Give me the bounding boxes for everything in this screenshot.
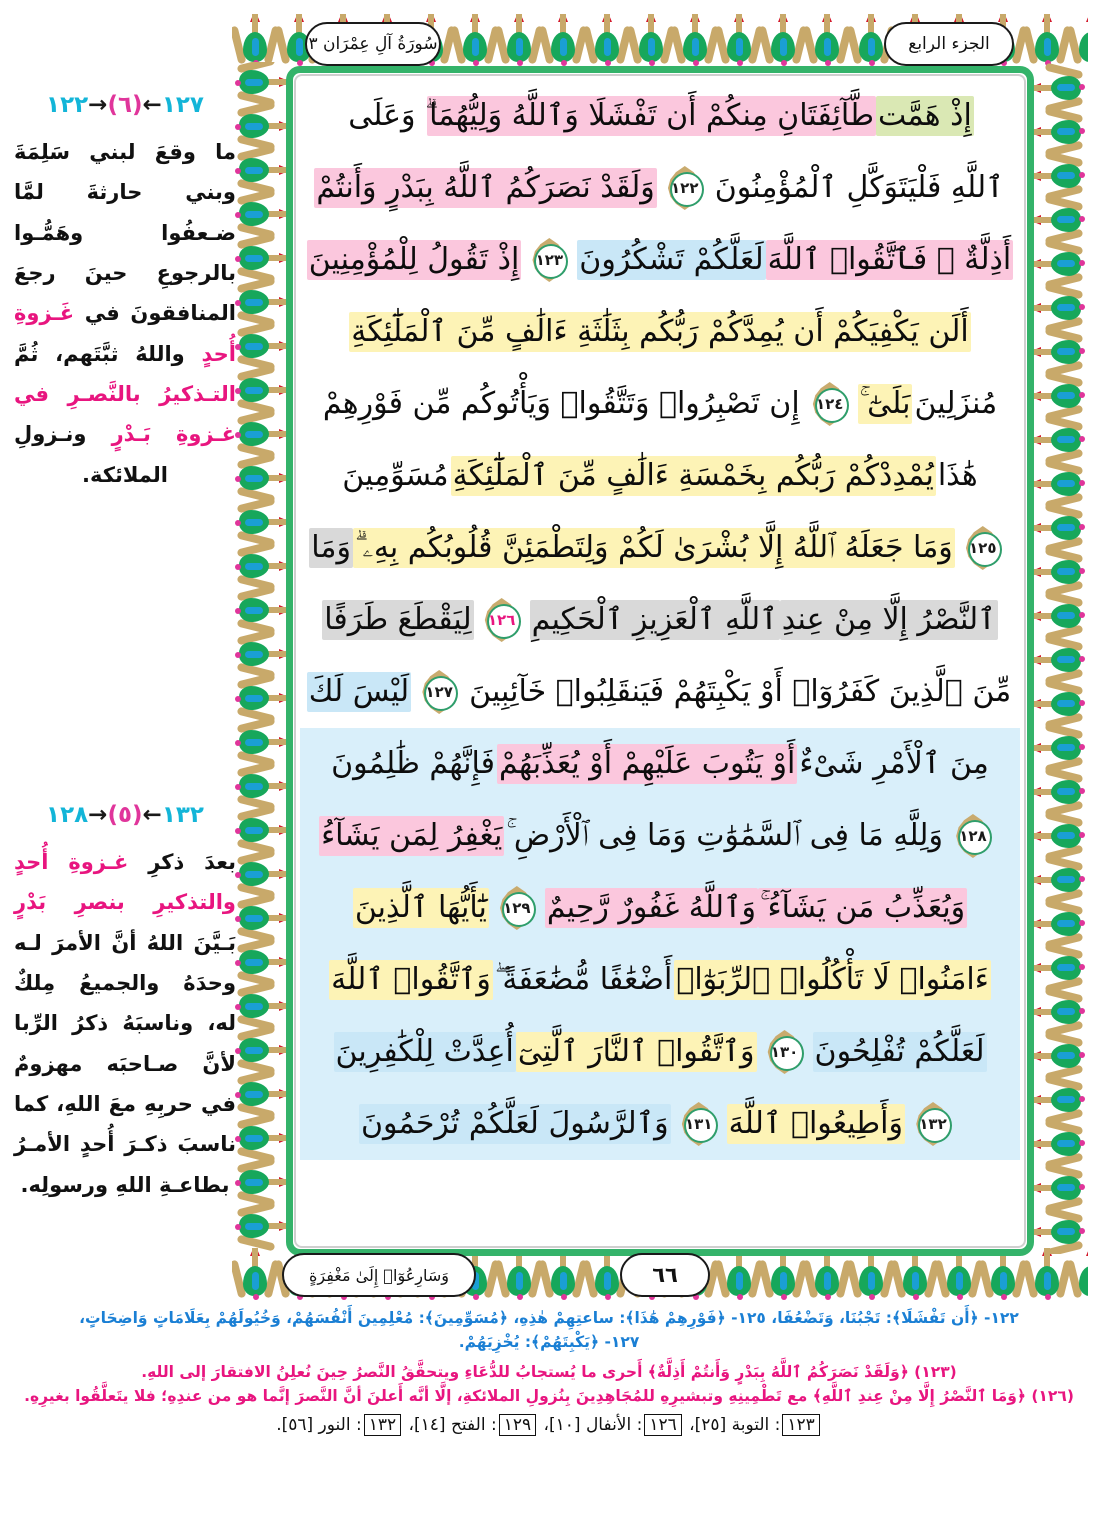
sidebar-plain-2b: بَـيَّنَ اللهُ أنَّ الأمرَ لـه وحدَهُ والجميعُ مِلكٌ له، وناسبَهُ ذكرُ الرِّبا لأنَّ صـاحبَه مهزومٌ في حربِهِ معَ اللهِ، كما ناسبَ ذكـرَ أُحدٍ الأمـرُ بطاعـةِ اللهِ ورسولِه. (14, 930, 236, 1197)
reference-target-text: : الفتح [١٤]، (403, 1415, 497, 1436)
quran-text-segment: لَيْسَ لَكَ (307, 672, 411, 712)
quran-text-segment: وَٱتَّقُوا۟ ٱللَّهَ (329, 960, 493, 1000)
quran-text-segment: وَيُعَذِّبُ مَن يَشَآءُ ۚ (758, 888, 967, 928)
sidebar-plain-1c: ونـزولِ الملائكة. (14, 422, 168, 487)
quran-text-segment: يَغْفِرُ لِمَن يَشَآءُ (319, 816, 504, 856)
border-motif (804, 18, 850, 70)
border-motif (496, 1252, 542, 1302)
quran-text-segment: أَذِلَّةٌ ۖ فَٱتَّقُوا۟ ٱللَّهَ (766, 240, 1014, 280)
verse-number-text: ١٢٤ (815, 394, 844, 413)
sidebar-highlight-1a: غَـزوةِ أُحدٍ (14, 301, 236, 366)
reference-target-text: : الأنفال [١٠]، (538, 1415, 643, 1436)
quran-text-segment: بَلَىٰٓ ۚ (858, 384, 913, 424)
quran-text-segment: لَعَلَّكُمْ تُفْلِحُونَ (813, 1032, 987, 1072)
verse-number-text: ١٢٩ (503, 898, 531, 917)
quran-text-segment: يَٰٓأَيُّهَا ٱلَّذِينَ (353, 888, 489, 928)
verse-number-text: ١٢٥ (969, 538, 997, 557)
quran-text-segment: أَضْعَٰفًا مُّضَٰعَفَةً ۖ (494, 962, 673, 997)
quran-text-segment: ءَامَنُوا۟ لَا تَأْكُلُوا۟ ٱلرِّبَوٰٓا۟ (674, 960, 991, 1000)
quran-text-segment: وَمَا جَعَلَهُ ٱللَّهُ إِلَّا بُشْرَىٰ لَكُمْ وَلِتَطْمَئِنَّ قُلُوبُكُم بِهِۦ ۗ (353, 528, 955, 568)
verse-number-marker (949, 813, 997, 859)
quran-text-block (300, 80, 1020, 1242)
border-motif (760, 1252, 806, 1302)
quran-line (300, 872, 1020, 944)
quran-text-segment: أَوْ يَتُوبَ عَلَيْهِمْ أَوْ يُعَذِّبَهُمْ (497, 744, 797, 784)
border-motif (1037, 1203, 1083, 1254)
range-count-2: (٥) (107, 802, 143, 828)
verse-number-marker (478, 597, 526, 643)
verse-number-text: ١٢٦ (487, 610, 516, 629)
border-band-left (232, 62, 288, 1254)
range-end-2: ١٣٢ (161, 802, 204, 828)
verse-number-text: ١٢٧ (425, 682, 453, 701)
quran-text-segment: لَعَلَّكُمْ تَشْكُرُونَ (577, 240, 765, 280)
border-motif (628, 18, 674, 70)
border-motif (452, 18, 498, 70)
sidebar-text-1 (14, 132, 236, 495)
quran-line (300, 800, 1020, 872)
quran-text-segment: فَإِنَّهُمْ ظَٰلِمُونَ (331, 746, 495, 781)
verse-number-text: ١٣٠ (770, 1042, 799, 1061)
quran-line (300, 512, 1020, 584)
footnote-blue-1: ١٢٢- ﴿أَن تَفْشَلَا﴾: تَجْبُنَا، وَتَضْعُفَا، ١٢٥- ﴿فَوْرِهِمْ هَٰذَا﴾: ساعتِهِمْ هٰذِهِ، ﴿مُسَوِّمِينَ﴾: مُعْلِمِينَ أَنْفُسَهُمْ، وَخُيُولَهُمْ بِعَلَامَاتٍ وَاضِحَاتٍ، (79, 1309, 1019, 1327)
footnote-magenta-1: (١٢٣) ﴿وَلَقَدْ نَصَرَكُمُ ٱللَّهُ بِبَدْرٍ وَأَنتُمْ أَذِلَّةٌ﴾ أَحرى ما يُستجابُ للدُّعَاءِ ويتحقَّقُ النَّصرُ حِينَ نُعلِنُ الافتقارَ إلى اللهِ. (141, 1363, 957, 1382)
quran-line (300, 728, 1020, 800)
quran-text-segment: إِن تَصْبِرُوا۟ وَتَتَّقُوا۟ وَيَأْتُوكُم مِّن فَوْرِهِمْ (322, 386, 800, 421)
border-motif (540, 18, 586, 70)
quran-text-segment: مُسَوِّمِينَ (342, 458, 449, 493)
border-motif (232, 1252, 278, 1302)
sidebar-text-2 (14, 842, 236, 1205)
quran-text-segment: وَلَقَدْ نَصَرَكُمُ ٱللَّهُ بِبَدْرٍ وَأَنتُمْ (314, 168, 656, 208)
border-motif (1024, 1252, 1070, 1302)
border-motif (760, 18, 806, 70)
quran-text-segment: مُنزَلِينَ (914, 386, 998, 421)
range-start-2: ١٢٨ (46, 802, 89, 828)
range-count-1: (٦) (107, 92, 143, 118)
range-start-1: ١٢٢ (46, 92, 89, 118)
verse-number-marker (909, 1101, 957, 1147)
quran-text-segment: أَلَن يَكْفِيَكُمْ أَن يُمِدَّكُمْ رَبُّكُم بِثَلَٰثَةِ ءَالَٰفٍ مِّنَ ٱلْمَلَٰٓئِكَةِ (349, 312, 970, 352)
border-motif (716, 1252, 762, 1302)
sidebar-highlight-2a: غـزوةِ أُحدٍ والتذكيرِ بنصرِ بَدْرٍ (14, 850, 236, 915)
sidebar-highlight-1b: التـذكيرُ بالنَّصـرِ في غـزوةِ بَـدْرٍ (14, 381, 236, 447)
border-band-right (1032, 62, 1088, 1254)
sidebar-plain-1b: واللهُ ثبَّتَهم، ثُمَّ (14, 341, 202, 366)
sidebar-plain-1a: ما وقعَ لبني سَلِمَةَ وبني حارثةَ لمَّا ضـعفُوا وهَمُّـوا بالرجوعِ حينَ رجعَ المنافقونَ في (14, 140, 236, 326)
quran-text-segment: ٱللَّهِ فَلْيَتَوَكَّلِ ٱلْمُؤْمِنُونَ (714, 170, 1004, 205)
quran-line (300, 224, 1020, 296)
verse-number-marker (761, 1029, 809, 1075)
reference-target-text: : التوبة [٢٥]، (683, 1415, 781, 1436)
sidebar-verse-range-1: ١٢٧←(٦)→١٢٢ (46, 92, 204, 118)
quran-text-segment: طَّآئِفَتَانِ مِنكُمْ أَن تَفْشَلَا وَٱللَّهُ وَلِيُّهُمَا (427, 96, 876, 136)
reference-verse-box: ١٣٢ (364, 1414, 401, 1436)
border-motif (540, 1252, 586, 1302)
verse-number-text: ١٢٣ (535, 250, 564, 269)
quran-text-segment: وَٱتَّقُوا۟ ٱلنَّارَ ٱلَّتِىٓ (516, 1032, 757, 1072)
quran-text-segment: لِيَقْطَعَ طَرَفًا (322, 600, 473, 640)
reference-verse-box: ١٢٣ (782, 1414, 819, 1436)
sidebar-theme-block-1 (14, 92, 236, 495)
quran-text-segment: إِذْ هَمَّت (876, 96, 974, 136)
verse-number-text: ١٢٨ (959, 826, 987, 845)
quran-text-segment: يُمْدِدْكُمْ رَبُّكُم بِخَمْسَةِ ءَالَٰفٍ مِّنَ ٱلْمَلَٰٓئِكَةِ (451, 456, 936, 496)
border-motif (980, 1252, 1026, 1302)
sidebar-plain-2a: بعدَ ذكرِ (128, 850, 236, 874)
quran-text-segment: ٱلنَّصْرُ إِلَّا مِنْ عِندِ (780, 600, 998, 640)
quran-line (300, 1088, 1020, 1160)
quran-text-segment: وَلِلَّهِ مَا فِى ٱلسَّمَٰوَٰتِ وَمَا فِى ٱلْأَرْضِ ۚ (506, 818, 943, 853)
quran-line (300, 1016, 1020, 1088)
border-motif (584, 18, 630, 70)
quran-line (300, 584, 1020, 656)
quran-line (300, 80, 1020, 152)
quran-text-segment: مِّنَ ٱلَّذِينَ كَفَرُوٓا۟ أَوْ يَكْبِتَهُمْ فَيَنقَلِبُوا۟ خَآئِبِينَ (469, 674, 1012, 709)
quran-text-segment: وَٱللَّهُ غَفُورٌ رَّحِيمٌ (545, 888, 758, 928)
quran-text-segment: وَمَا (309, 528, 353, 568)
quran-text-segment: ۗ وَعَلَى (348, 98, 426, 133)
border-motif (1068, 1252, 1088, 1302)
footnotes-section (10, 1306, 1088, 1436)
border-motif (672, 18, 718, 70)
border-motif (237, 1203, 283, 1254)
verse-number-text: ١٢٢ (671, 178, 699, 197)
border-motif (892, 1252, 938, 1302)
surah-name-cartouche: سُورَةُ آلِ عِمْرَان ٣ (305, 22, 441, 66)
quran-line (300, 296, 1020, 368)
reference-verse-box: ١٢٦ (644, 1414, 681, 1436)
verse-number-text: ١٣٢ (919, 1114, 947, 1133)
quran-line (300, 656, 1020, 728)
quran-line (300, 440, 1020, 512)
footnote-blue-2: ١٢٧- ﴿يَكْبِتَهُمْ﴾: يُخْزِيَهُمْ. (458, 1333, 640, 1352)
border-motif (716, 18, 762, 70)
quran-text-segment: هَٰذَا (937, 458, 978, 493)
verse-number-marker (415, 669, 463, 715)
quran-text-segment: وَأَطِيعُوا۟ ٱللَّهَ (727, 1104, 905, 1144)
quran-text-segment: مِنَ ٱلْأَمْرِ شَىْءٌ (799, 746, 989, 781)
quran-text-segment: أُعِدَّتْ لِلْكَٰفِرِينَ (334, 1032, 516, 1072)
page-number: ٦٦ (620, 1253, 710, 1297)
footnote-cross-references (10, 1414, 1088, 1436)
verse-number-marker (806, 381, 854, 427)
range-end-1: ١٢٧ (161, 92, 204, 118)
verse-number-marker (493, 885, 541, 931)
reference-verse-box: ١٢٩ (499, 1414, 536, 1436)
juz-number-cartouche: الجزء الرابع (884, 22, 1014, 66)
quran-text-segment: ٱللَّهِ ٱلْعَزِيزِ ٱلْحَكِيمِ (530, 600, 780, 640)
sidebar-theme-block-2 (14, 802, 236, 1205)
verse-number-marker (959, 525, 1007, 571)
reference-target-text: : النور [٥٦]. (276, 1415, 362, 1436)
verse-number-marker (675, 1101, 723, 1147)
quran-line (300, 152, 1020, 224)
footer-section-title: وَسَارِعُوٓا۟ إِلَىٰ مَغْفِرَةٍ (282, 1253, 476, 1297)
footnote-magenta-2: (١٢٦) ﴿وَمَا ٱلنَّصْرُ إِلَّا مِنْ عِندِ ٱللَّهِ﴾ مع تَطْمِينِهِ وتبشيرِهِ للمُجَاهِدِينَ بِنُزولِ الملائكةِ، إلَّا أنَّه أَعلنَ أنَّ النَّصرَ إنَّما هو من عندِهِ؛ فلا يتَعلَّقُوا بغيرِهِ. (24, 1387, 1074, 1406)
quran-text-segment: إِذْ تَقُولُ لِلْمُؤْمِنِينَ (307, 240, 522, 280)
border-motif (496, 18, 542, 70)
border-motif (936, 1252, 982, 1302)
verse-number-marker (525, 237, 573, 283)
quran-line (300, 368, 1020, 440)
verse-number-marker (661, 165, 709, 211)
quran-line (300, 944, 1020, 1016)
border-motif (848, 1252, 894, 1302)
border-motif (804, 1252, 850, 1302)
verse-number-text: ١٣١ (684, 1114, 713, 1133)
sidebar-verse-range-2: ١٣٢←(٥)→١٢٨ (46, 802, 204, 828)
quran-text-segment: وَٱلرَّسُولَ لَعَلَّكُمْ تُرْحَمُونَ (359, 1104, 671, 1144)
